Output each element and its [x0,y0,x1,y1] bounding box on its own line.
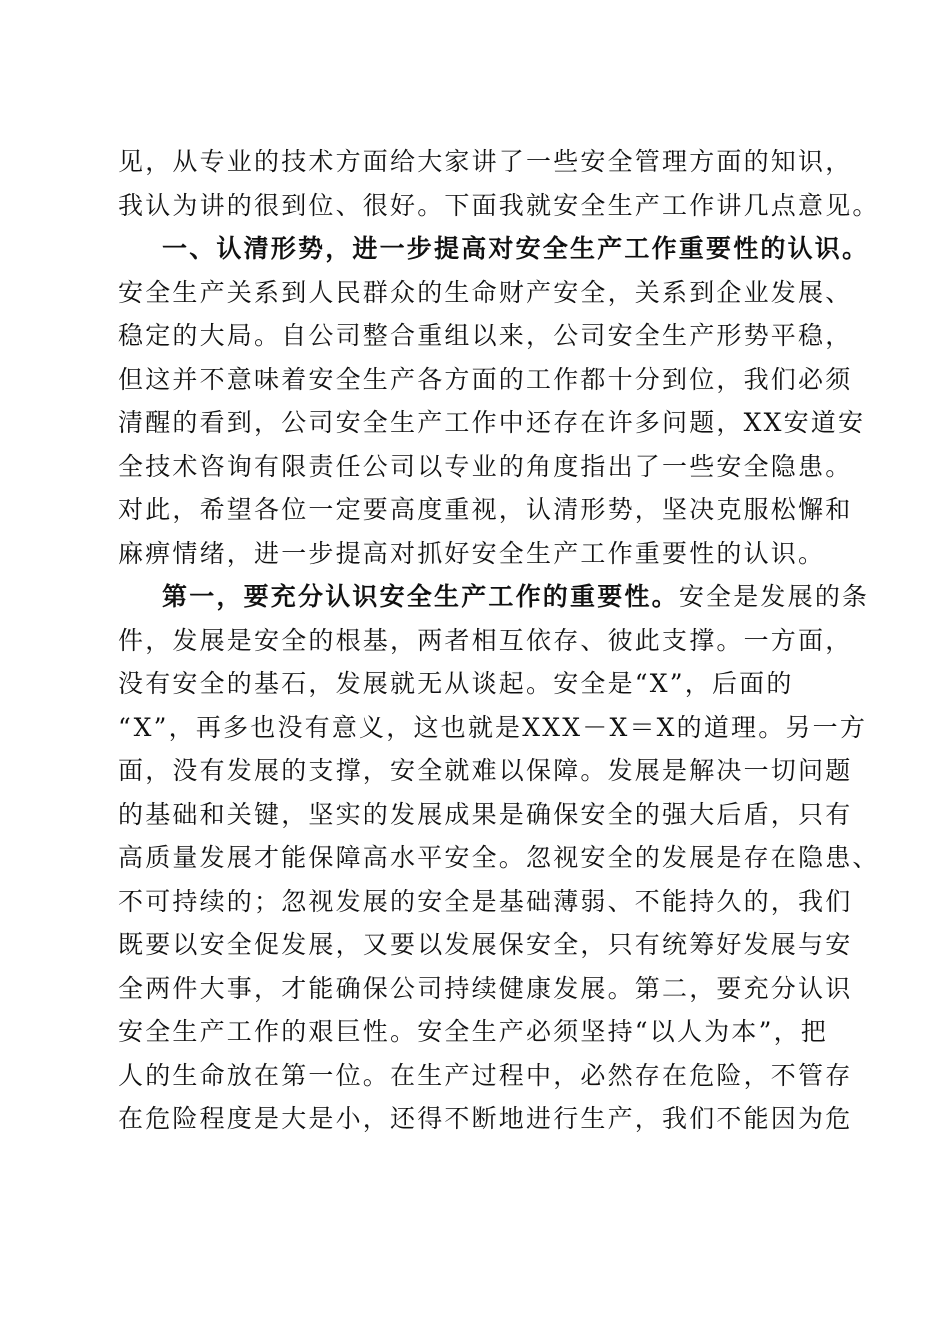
section-heading: 一、认清形势，进一步提高对安全生产工作重要性的认识。 [162,234,870,263]
text-line: 见，从专业的技术方面给大家讲了一些安全管理方面的知识， [118,147,853,176]
point-lead-continuation: 安全是发展的条 [678,582,870,611]
text-line: 但这并不意味着安全生产各方面的工作都十分到位，我们必须 [118,364,853,394]
text-line: 麻痹情绪，进一步提高对抓好安全生产工作重要性的认识。 [118,538,826,568]
text-line: 高质量发展才能保障高水平安全。忽视安全的发展是存在隐患、 [118,843,880,872]
text-line: 的基础和关键，坚实的发展成果是确保安全的强大后盾，只有 [118,799,853,829]
text-line: 件，发展是安全的根基，两者相互依存、彼此支撑。一方面， [118,625,853,655]
text-line: 全两件大事，才能确保公司持续健康发展。第二，要充分认识 [118,973,853,1003]
text-line: 清醒的看到，公司安全生产工作中还存在许多问题，XX安道安 [118,408,866,437]
text-line: 我认为讲的很到位、很好。下面我就安全生产工作讲几点意见。 [118,190,880,220]
text-line: “X”，再多也没有意义，这也就是XXX－X＝X的道理。另一方 [118,712,868,742]
text-line: 稳定的大局。自公司整合重组以来，公司安全生产形势平稳， [118,321,853,350]
text-line: 安全生产关系到人民群众的生命财产安全，关系到企业发展、 [118,277,853,307]
text-line: 在危险程度是大是小，还得不断地进行生产，我们不能因为危 [118,1104,853,1133]
paragraph-first-line [118,575,870,619]
text-line: 不可持续的；忽视发展的安全是基础薄弱、不能持久的，我们 [118,886,853,916]
point-lead: 第一，要充分认识安全生产工作的重要性。 [162,582,679,611]
text-line: 全技术咨询有限责任公司以专业的角度指出了一些安全隐患。 [118,451,853,481]
text-line: 没有安全的基石，发展就无从谈起。安全是“X”，后面的 [118,669,794,698]
text-line: 既要以安全促发展，又要以发展保安全，只有统筹好发展与安 [118,930,853,959]
text-line: 安全生产工作的艰巨性。安全生产必须坚持“以人为本”，把 [118,1017,828,1046]
text-line: 对此，希望各位一定要高度重视，认清形势，坚决克服松懈和 [118,495,853,524]
document-body [118,140,880,1141]
text-line: 人的生命放在第一位。在生产过程中，必然存在危险，不管存 [118,1060,853,1090]
text-line: 面，没有发展的支撑，安全就难以保障。发展是解决一切问题 [118,756,853,785]
